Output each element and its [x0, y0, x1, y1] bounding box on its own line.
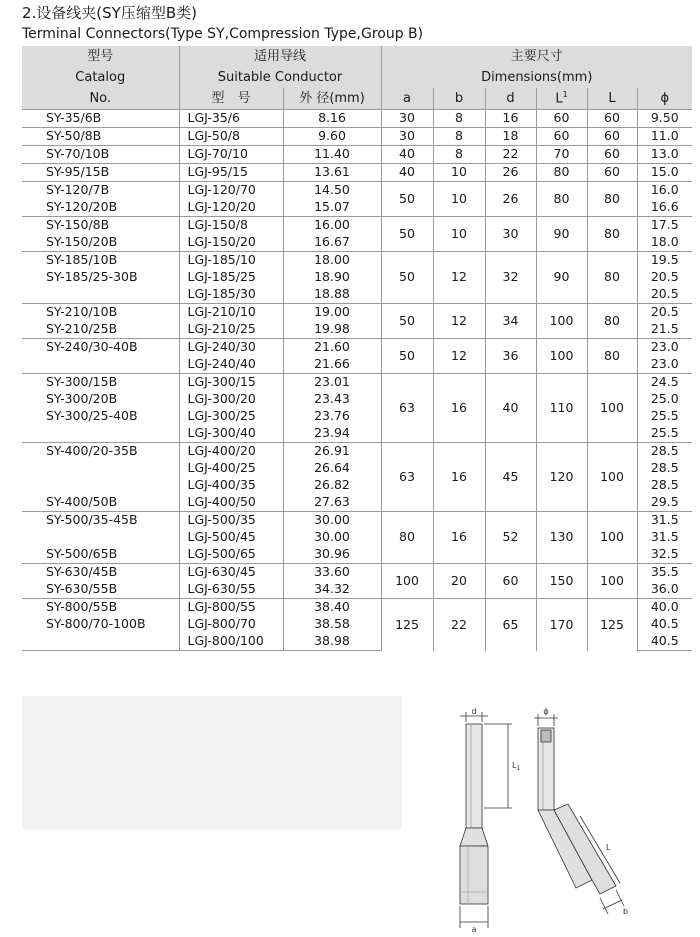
table-row	[22, 599, 692, 617]
dim-l-cell: 80	[587, 252, 637, 304]
label-L: L	[606, 843, 611, 852]
label-a: a	[471, 925, 477, 933]
connector-drawing	[440, 708, 640, 933]
model-cell: SY-400/50B	[22, 494, 179, 512]
conductor-type-cell: LGJ-500/35	[179, 512, 283, 530]
dim-l-cell: 60	[587, 146, 637, 164]
table-row	[22, 304, 692, 322]
phi-cell: 20.5	[650, 286, 679, 302]
dim-a-cell: 63	[381, 374, 433, 443]
model-cell: SY-185/10B	[22, 252, 179, 270]
table-row	[22, 512, 692, 530]
header-model-no: No.	[22, 88, 179, 110]
dim-l1-cell: 60	[536, 110, 587, 128]
dim-l-cell: 60	[587, 164, 637, 182]
phi-cell: 18.0	[650, 234, 679, 250]
table-row	[22, 443, 692, 461]
phi-cell: 40.5	[650, 616, 679, 632]
dim-a-cell: 50	[381, 252, 433, 304]
dim-l-cell: 80	[587, 339, 637, 374]
dim-a-cell: 100	[381, 564, 433, 599]
conductor-type-cell: LGJ-120/20	[179, 199, 283, 217]
phi-cell: 25.5	[650, 425, 679, 441]
dim-l1-cell: 80	[536, 182, 587, 217]
dim-d-cell: 36	[485, 339, 536, 374]
dim-b-cell: 10	[433, 217, 485, 252]
conductor-od-cell: 8.16	[283, 110, 381, 128]
table-row	[22, 374, 692, 392]
table-row	[22, 110, 692, 128]
dim-a-cell: 50	[381, 304, 433, 339]
dim-b-cell: 16	[433, 374, 485, 443]
conductor-type-cell: LGJ-300/40	[179, 425, 283, 443]
table-row	[22, 339, 692, 357]
phi-cell: 20.5	[637, 304, 692, 322]
phi-cell: 9.50	[637, 110, 692, 128]
conductor-type-cell: LGJ-120/70	[179, 182, 283, 200]
dim-l1-cell: 130	[536, 512, 587, 564]
conductor-type-cell: LGJ-300/20	[179, 391, 283, 408]
table-row	[22, 164, 692, 182]
dim-l-cell: 80	[587, 182, 637, 217]
conductor-type-cell: LGJ-400/50	[179, 494, 283, 512]
phi-cell: 25.0	[650, 391, 679, 407]
dim-d-cell: 45	[485, 443, 536, 512]
header-dims-cn: 主要尺寸	[381, 46, 692, 67]
phi-cell: 23.0	[637, 339, 692, 357]
dim-b-cell: 12	[433, 339, 485, 374]
label-b: b	[623, 907, 629, 916]
dim-l-cell: 100	[587, 443, 637, 512]
dim-a-cell: 40	[381, 146, 433, 164]
header-col-L: L	[587, 88, 637, 110]
model-cell: SY-500/35-45B	[22, 512, 179, 530]
model-cell: SY-500/65B	[22, 546, 179, 564]
dim-b-cell: 22	[433, 599, 485, 651]
dim-l1-cell: 80	[536, 164, 587, 182]
conductor-od-cell: 18.88	[283, 286, 381, 304]
conductor-type-cell: LGJ-210/10	[179, 304, 283, 322]
dim-d-cell: 26	[485, 164, 536, 182]
dim-a-cell: 63	[381, 443, 433, 512]
phi-cell: 20.5	[650, 269, 679, 285]
conductor-od-cell: 21.66	[283, 356, 381, 374]
phi-cell: 28.5	[650, 477, 679, 493]
model-cell: SY-210/25B	[22, 321, 179, 339]
table-row	[22, 252, 692, 270]
model-cell: SY-630/55B	[22, 581, 179, 599]
phi-cell: 24.5	[637, 374, 692, 392]
bent-connector	[534, 714, 624, 914]
dim-d-cell: 34	[485, 304, 536, 339]
conductor-od-cell: 33.60	[283, 564, 381, 582]
dim-l-cell: 80	[587, 217, 637, 252]
dim-b-cell: 8	[433, 128, 485, 146]
conductor-type-cell: LGJ-210/25	[179, 321, 283, 339]
model-cell: SY-150/20B	[22, 234, 179, 252]
dim-d-cell: 22	[485, 146, 536, 164]
dim-l1-cell: 170	[536, 599, 587, 651]
conductor-type-cell: LGJ-800/70	[179, 616, 283, 633]
conductor-type-cell: LGJ-800/100	[179, 633, 283, 651]
conductor-od-cell: 23.01	[283, 374, 381, 392]
model-cell: SY-300/25-40B	[22, 408, 179, 425]
conductor-type-cell: LGJ-150/8	[179, 217, 283, 235]
model-cell: SY-120/20B	[22, 199, 179, 217]
table-row	[22, 217, 692, 235]
model-cell: SY-300/15B	[22, 374, 179, 392]
model-cell	[22, 477, 179, 494]
dim-a-cell: 30	[381, 128, 433, 146]
phi-cell: 11.0	[637, 128, 692, 146]
header-col-phi: ϕ	[637, 88, 692, 110]
phi-cell: 35.5	[637, 564, 692, 582]
phi-cell: 17.5	[637, 217, 692, 235]
conductor-type-cell: LGJ-630/55	[179, 581, 283, 599]
conductor-od-cell: 13.61	[283, 164, 381, 182]
phi-cell: 19.5	[637, 252, 692, 270]
dim-d-cell: 18	[485, 128, 536, 146]
conductor-type-cell: LGJ-185/10	[179, 252, 283, 270]
dim-l1-cell: 100	[536, 339, 587, 374]
conductor-od-cell: 30.96	[283, 546, 381, 564]
conductor-od-cell: 11.40	[283, 146, 381, 164]
dim-l1-cell: 120	[536, 443, 587, 512]
conductor-type-cell: LGJ-300/15	[179, 374, 283, 392]
conductor-od-cell: 16.67	[283, 234, 381, 252]
dim-a-cell: 50	[381, 217, 433, 252]
table-row	[22, 146, 692, 164]
conductor-od-cell: 34.32	[283, 581, 381, 599]
phi-cell: 31.5	[650, 529, 679, 545]
model-cell: SY-35/6B	[22, 110, 179, 128]
conductor-od-cell: 27.63	[283, 494, 381, 512]
dim-b-cell: 20	[433, 564, 485, 599]
phi-cell: 36.0	[650, 581, 679, 597]
dim-d-cell: 16	[485, 110, 536, 128]
conductor-od-cell: 15.07	[283, 199, 381, 217]
conductor-od-cell: 9.60	[283, 128, 381, 146]
model-cell: SY-120/7B	[22, 182, 179, 200]
dim-d-cell: 52	[485, 512, 536, 564]
header-conductor-en: Suitable Conductor	[179, 67, 381, 88]
header-col-b: b	[433, 88, 485, 110]
label-L1: $L_1$	[512, 761, 521, 772]
conductor-od-cell: 21.60	[283, 339, 381, 357]
conductor-type-cell: LGJ-500/45	[179, 529, 283, 546]
conductor-type-cell: LGJ-400/35	[179, 477, 283, 494]
dim-d-cell: 32	[485, 252, 536, 304]
header-col-a: a	[381, 88, 433, 110]
conductor-type-cell: LGJ-35/6	[179, 110, 283, 128]
phi-cell: 23.0	[650, 356, 679, 372]
dim-a-cell: 125	[381, 599, 433, 651]
conductor-od-cell: 23.94	[283, 425, 381, 443]
conductor-od-cell: 26.91	[283, 443, 381, 461]
model-cell: SY-185/25-30B	[22, 269, 179, 286]
table-row	[22, 564, 692, 582]
phi-cell: 28.5	[637, 443, 692, 461]
dim-a-cell: 30	[381, 110, 433, 128]
conductor-od-cell: 30.00	[283, 529, 381, 546]
phi-cell: 16.6	[650, 199, 679, 215]
model-cell	[22, 529, 179, 546]
dim-a-cell: 40	[381, 164, 433, 182]
dim-l1-cell: 70	[536, 146, 587, 164]
dim-b-cell: 8	[433, 110, 485, 128]
conductor-od-cell: 38.98	[283, 633, 381, 651]
conductor-od-cell: 38.58	[283, 616, 381, 633]
conductor-od-cell: 23.43	[283, 391, 381, 408]
dim-l-cell: 80	[587, 304, 637, 339]
dim-d-cell: 65	[485, 599, 536, 651]
model-cell: SY-210/10B	[22, 304, 179, 322]
conductor-od-cell: 18.90	[283, 269, 381, 286]
dim-b-cell: 12	[433, 304, 485, 339]
dim-a-cell: 50	[381, 182, 433, 217]
model-cell	[22, 460, 179, 477]
dim-b-cell: 10	[433, 164, 485, 182]
page-subtitle: Terminal Connectors(Type SY,Compression Type,Group B)	[22, 26, 424, 42]
conductor-type-cell: LGJ-185/25	[179, 269, 283, 286]
dim-l1-cell: 110	[536, 374, 587, 443]
phi-cell: 15.0	[637, 164, 692, 182]
dim-l1-cell: 60	[536, 128, 587, 146]
header-model-en: Catalog	[22, 67, 179, 88]
conductor-od-cell: 26.82	[283, 477, 381, 494]
conductor-type-cell: LGJ-400/25	[179, 460, 283, 477]
model-cell: SY-240/30-40B	[22, 339, 179, 357]
dim-l1-cell: 150	[536, 564, 587, 599]
header-col-L1: $L^1$	[536, 88, 587, 110]
conductor-od-cell: 23.76	[283, 408, 381, 425]
dim-l-cell: 60	[587, 110, 637, 128]
dim-l-cell: 100	[587, 512, 637, 564]
phi-cell: 40.5	[637, 633, 692, 651]
dim-a-cell: 50	[381, 339, 433, 374]
conductor-od-cell: 26.64	[283, 460, 381, 477]
dim-l-cell: 125	[587, 599, 637, 651]
model-cell: SY-70/10B	[22, 146, 179, 164]
model-cell: SY-800/55B	[22, 599, 179, 617]
conductor-type-cell: LGJ-630/45	[179, 564, 283, 582]
dim-d-cell: 26	[485, 182, 536, 217]
straight-connector	[460, 712, 512, 928]
conductor-type-cell: LGJ-800/55	[179, 599, 283, 617]
conductor-type-cell: LGJ-500/65	[179, 546, 283, 564]
dim-l1-cell: 90	[536, 217, 587, 252]
dim-b-cell: 16	[433, 443, 485, 512]
dim-l-cell: 100	[587, 564, 637, 599]
phi-cell: 28.5	[650, 460, 679, 476]
conductor-od-cell: 14.50	[283, 182, 381, 200]
phi-cell: 21.5	[650, 321, 679, 337]
header-model-cn: 型号	[22, 46, 179, 67]
conductor-type-cell: LGJ-150/20	[179, 234, 283, 252]
model-cell	[22, 356, 179, 374]
model-cell: SY-400/20-35B	[22, 443, 179, 461]
conductor-type-cell: LGJ-240/30	[179, 339, 283, 357]
dim-l1-cell: 90	[536, 252, 587, 304]
model-cell	[22, 633, 179, 651]
model-cell	[22, 286, 179, 304]
table-body	[22, 110, 692, 651]
header-dims-en: Dimensions(mm)	[381, 67, 692, 88]
model-cell: SY-50/8B	[22, 128, 179, 146]
dim-a-cell: 80	[381, 512, 433, 564]
conductor-type-cell: LGJ-300/25	[179, 408, 283, 425]
model-cell: SY-300/20B	[22, 391, 179, 408]
phi-cell: 25.5	[650, 408, 679, 424]
phi-cell: 32.5	[650, 546, 679, 562]
dim-d-cell: 30	[485, 217, 536, 252]
conductor-od-cell: 38.40	[283, 599, 381, 617]
model-cell	[22, 425, 179, 443]
model-cell: SY-150/8B	[22, 217, 179, 235]
dim-b-cell: 10	[433, 182, 485, 217]
conductor-type-cell: LGJ-50/8	[179, 128, 283, 146]
conductor-od-cell: 18.00	[283, 252, 381, 270]
label-phi: ϕ	[543, 708, 549, 716]
header-col-d: d	[485, 88, 536, 110]
spec-table	[22, 46, 692, 651]
dim-d-cell: 60	[485, 564, 536, 599]
conductor-type-cell: LGJ-400/20	[179, 443, 283, 461]
model-cell: SY-800/70-100B	[22, 616, 179, 633]
table-row	[22, 128, 692, 146]
dim-l-cell: 100	[587, 374, 637, 443]
conductor-type-cell: LGJ-185/30	[179, 286, 283, 304]
phi-cell: 16.0	[637, 182, 692, 200]
conductor-od-cell: 19.00	[283, 304, 381, 322]
conductor-od-cell: 19.98	[283, 321, 381, 339]
conductor-od-cell: 16.00	[283, 217, 381, 235]
phi-cell: 13.0	[637, 146, 692, 164]
table-row	[22, 182, 692, 200]
dim-l1-cell: 100	[536, 304, 587, 339]
dim-b-cell: 16	[433, 512, 485, 564]
conductor-type-cell: LGJ-70/10	[179, 146, 283, 164]
header-conductor-cn: 适用导线	[179, 46, 381, 67]
phi-cell: 31.5	[637, 512, 692, 530]
model-cell: SY-630/45B	[22, 564, 179, 582]
conductor-type-cell: LGJ-240/40	[179, 356, 283, 374]
dim-b-cell: 12	[433, 252, 485, 304]
model-cell: SY-95/15B	[22, 164, 179, 182]
conductor-type-cell: LGJ-95/15	[179, 164, 283, 182]
label-d: d	[471, 708, 477, 716]
page-title: 2.设备线夹(SY压缩型B类)	[22, 4, 197, 22]
shaded-panel	[22, 696, 402, 830]
dim-b-cell: 8	[433, 146, 485, 164]
header-conductor-type: 型 号	[179, 88, 283, 110]
phi-cell: 29.5	[650, 494, 679, 510]
phi-cell: 40.0	[637, 599, 692, 617]
conductor-od-cell: 30.00	[283, 512, 381, 530]
dim-d-cell: 40	[485, 374, 536, 443]
dim-l-cell: 60	[587, 128, 637, 146]
header-conductor-od: 外 径(mm)	[283, 88, 381, 110]
